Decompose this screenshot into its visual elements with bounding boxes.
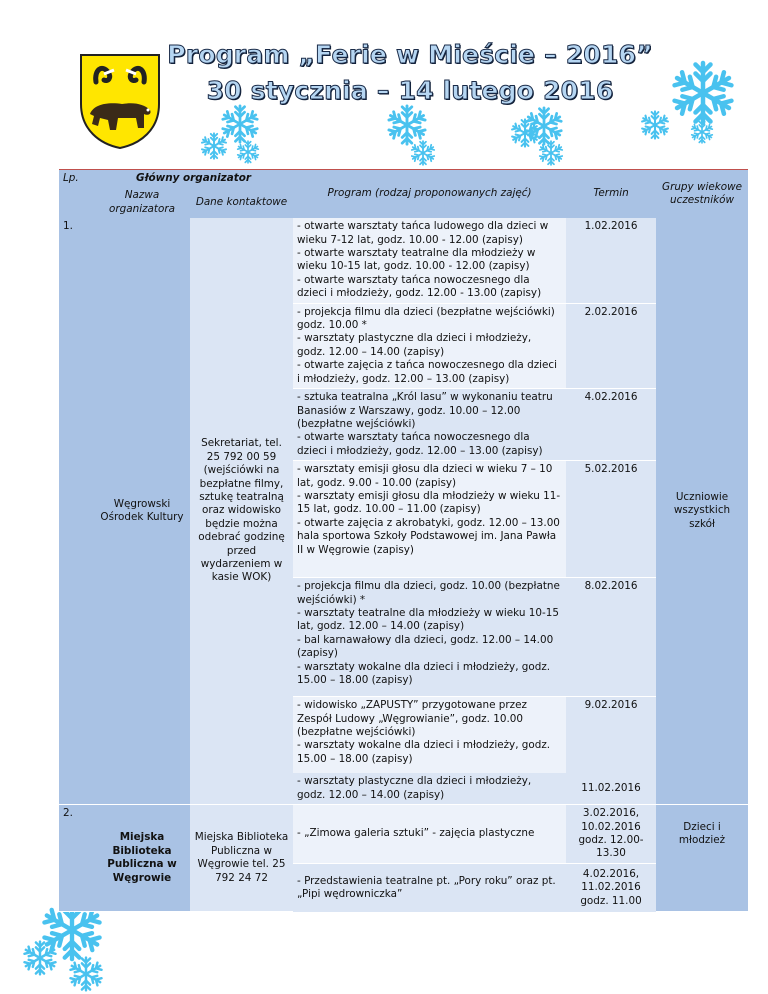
row-2-contact: Miejska Biblioteka Publiczna w Węgrowie tel. 25 792 24 72: [190, 804, 293, 912]
snowflake-icon: [236, 140, 260, 164]
program-cell: - warsztaty emisji głosu dla dzieci w wieku 7 – 10 lat, godz. 9.00 - 10.00 (zapisy) - warsztaty emisji głosu dla młodzieży w wieku 11-15 lat, godz. 10.00 – 11.00 (zapisy) - otwarte zajęcia z akrobatyki, godz. 12.00 – 13.00 hala sportowa Szkoły Podstawowej im. Jana Pawła II w Węgrowie (zapisy): [293, 461, 566, 578]
date-cell: 3.02.2016, 10.02.2016 godz. 12.00-13.30: [566, 804, 656, 863]
header-main-organizer: Główny organizator: [94, 170, 293, 187]
row-2-groups: Dzieci i młodzież: [656, 804, 748, 912]
snowflake-icon: [200, 132, 228, 160]
date-cell: 8.02.2016: [566, 578, 656, 697]
coat-of-arms-icon: [78, 52, 162, 150]
program-cell: - projekcja filmu dla dzieci (bezpłatne wejściówki) godz. 10.00 * - warsztaty plastyczne dla dzieci i młodzieży, godz. 12.00 – 14.00 (zapisy) - otwarte zajęcia z tańca nowoczesnego dla dzieci i młodzieży, godz. 12.00 – 13.00 (zapisy): [293, 303, 566, 388]
program-cell: - „Zimowa galeria sztuki” - zajęcia plastyczne: [293, 804, 566, 863]
date-cell: 5.02.2016: [566, 461, 656, 578]
program-cell: - otwarte warsztaty tańca ludowego dla dzieci w wieku 7-12 lat, godz. 10.00 - 12.00 (zapisy) - otwarte warsztaty teatralne dla młodzieży w wieku 10-15 lat, godz. 10.00 - 12.00 (zapisy) - otwarte warsztaty tańca nowoczesnego dla dzieci i młodzieży, godz. 12.00 - 13.00 (zapisy): [293, 218, 566, 303]
row-1-org: Węgrowski Ośrodek Kultury: [94, 218, 190, 804]
snowflake-icon: [68, 956, 104, 992]
program-cell: - projekcja filmu dla dzieci, godz. 10.00 (bezpłatne wejściówki) * - warsztaty teatralne dla młodzieży w wieku 10-15 lat, godz. 12.00 – 14.00 (zapisy) - bal karnawałowy dla dzieci, godz. 12.00 – 14.00 (zapisy) - warsztaty wokalne dla dzieci i młodzieży, godz. 15.00 – 18.00 (zapisy): [293, 578, 566, 697]
header-lp: Lp.: [59, 170, 94, 218]
date-cell: 2.02.2016: [566, 303, 656, 388]
date-cell: 4.02.2016, 11.02.2016 godz. 11.00: [566, 863, 656, 912]
row-1-contact: Sekretariat, tel. 25 792 00 59 (wejściówki na bezpłatne filmy, sztukę teatralną oraz widowisko będzie można odebrać godzinę przed wydarzeniem w kasie WOK): [190, 218, 293, 804]
header-org-name: Nazwa organizatora: [94, 187, 190, 218]
row-1-groups: Uczniowie wszystkich szkół: [656, 218, 748, 804]
snowflake-icon: [22, 940, 58, 976]
snowflake-icon: [670, 60, 736, 126]
date-cell: 1.02.2016: [566, 218, 656, 303]
snowflake-icon: [410, 140, 436, 166]
program-cell: - widowisko „ZAPUSTY” przygotowane przez Zespół Ludowy „Węgrowianie”, godz. 10.00 (bezpłatne wejściówki) - warsztaty wokalne dla dzieci i młodzieży, godz. 15.00 – 18.00 (zapisy): [293, 697, 566, 774]
program-cell: - warsztaty plastyczne dla dzieci i młodzieży, godz. 12.00 – 14.00 (zapisy): [293, 773, 566, 804]
page-subtitle: 30 stycznia – 14 lutego 2016: [206, 76, 614, 105]
row-1-lp: 1.: [59, 218, 94, 804]
header-contact: Dane kontaktowe: [190, 187, 293, 218]
program-cell: - sztuka teatralna „Król lasu” w wykonaniu teatru Banasiów z Warszawy, godz. 10.00 – 12.00 (bezpłatne wejściówki) - otwarte warsztaty tańca nowoczesnego dla dzieci i młodzieży, godz. 12.00 – 13.00 (zapisy): [293, 389, 566, 461]
page-title: Program „Ferie w Mieście – 2016”: [167, 40, 653, 69]
snowflake-icon: [640, 110, 670, 140]
header-date: Termin: [566, 170, 656, 218]
row-2-lp: 2.: [59, 804, 94, 912]
date-cell: 11.02.2016: [566, 773, 656, 804]
snowflake-icon: [538, 140, 564, 166]
row-2-org: Miejska Biblioteka Publiczna w Węgrowie: [94, 804, 190, 912]
date-cell: 9.02.2016: [566, 697, 656, 774]
header-groups: Grupy wiekowe uczestników: [656, 170, 748, 218]
program-cell: - Przedstawienia teatralne pt. „Pory roku” oraz pt. „Pipi wędrowniczka”: [293, 863, 566, 912]
snowflake-icon: [690, 120, 714, 144]
date-cell: 4.02.2016: [566, 389, 656, 461]
program-table: [59, 170, 748, 912]
header-program: Program (rodzaj proponowanych zajęć): [293, 170, 566, 218]
